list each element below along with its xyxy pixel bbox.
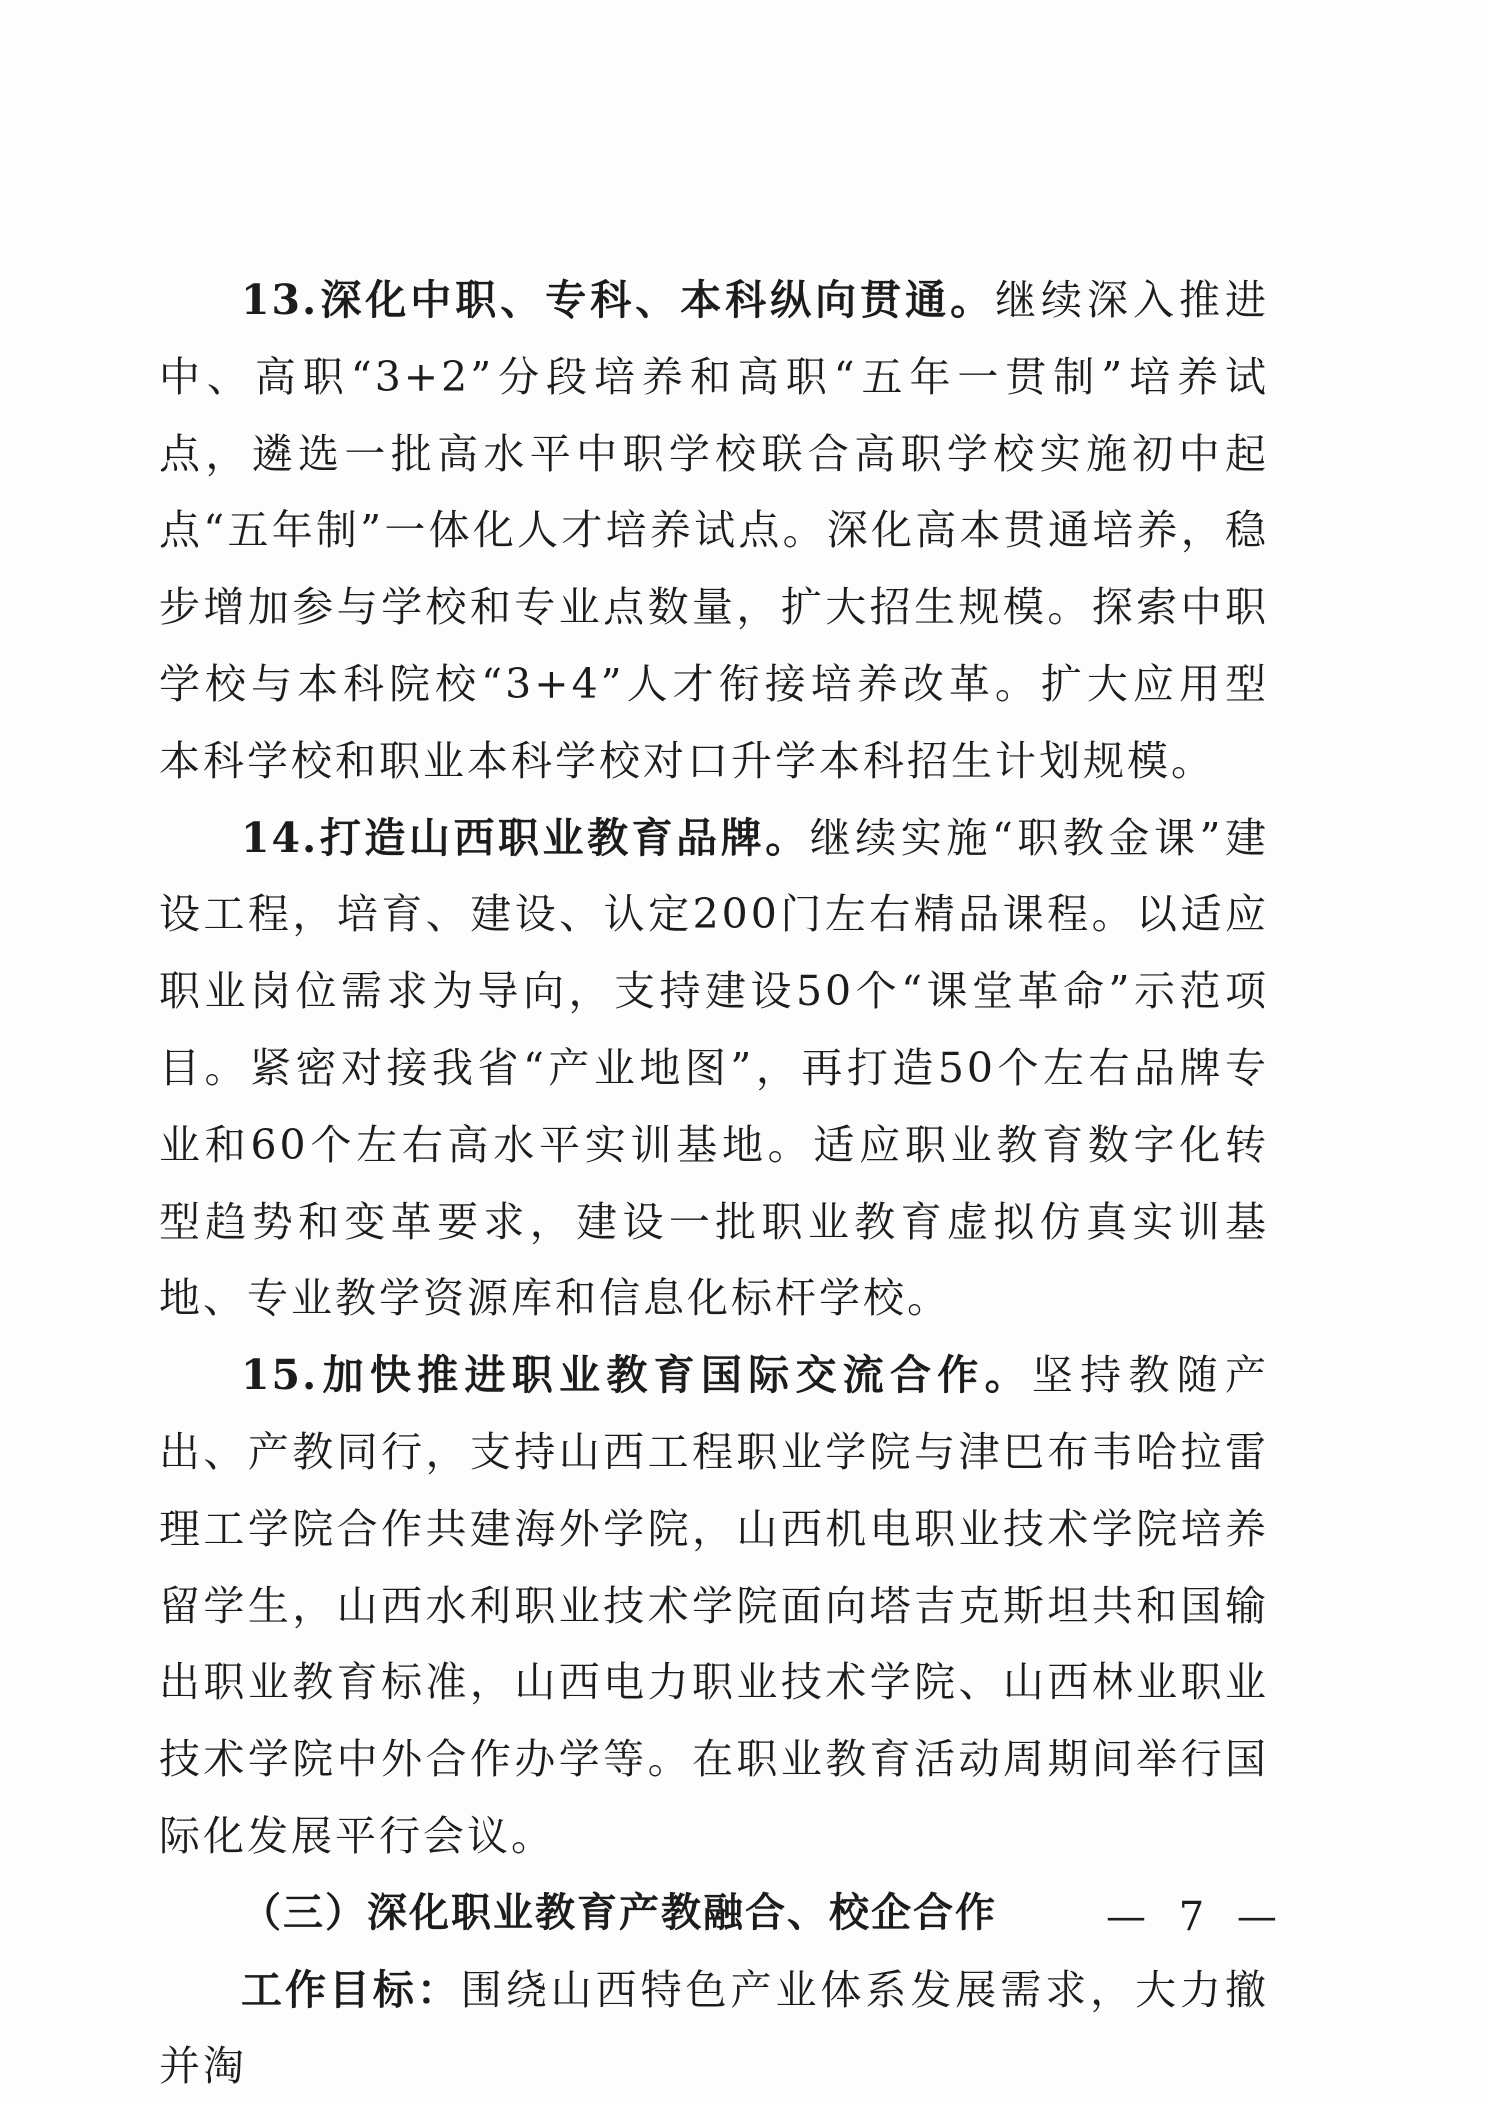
paragraph-15-text: 坚持教随产出、产教同行，支持山西工程职业学院与津巴布韦哈拉雷理工学院合作共建海外学院，山西机电职业技术学院培养留学生，山西水利职业技术学院面向塔吉克斯坦共和国输出职业教育标准，山西电力职业技术学院、山西林业职业技术学院中外合作办学等。在职业教育活动周期间举行国际化发展平行会议。 — [159, 1351, 1270, 1860]
paragraph-13 — [159, 262, 1269, 800]
paragraph-14-heading: 14.打造山西职业教育品牌。 — [241, 813, 810, 862]
paragraph-15-heading: 15.加快推进职业教育国际交流合作。 — [241, 1351, 1032, 1400]
paragraph-14-text: 继续实施“职教金课”建设工程，培育、建设、认定200门左右精品课程。以适应职业岗位需求为导向，支持建设50个“课堂革命”示范项目。紧密对接我省“产业地图”，再打造50个左右品牌专业和60个左右高水平实训基地。适应职业教育数字化转型趋势和变革要求，建设一批职业教育虚拟仿真实训基地、专业教学资源库和信息化标杆学校。 — [159, 813, 1269, 1323]
paragraph-13-text: 继续深入推进中、高职“3+2”分段培养和高职“五年一贯制”培养试点，遴选一批高水平中职学校联合高职学校实施初中起点“五年制”一体化人才培养试点。深化高本贯通培养，稳步增加参与学校和专业点数量，扩大招生规模。探索中职学校与本科院校“3+4”人才衔接培养改革。扩大应用型本科学校和职业本科学校对口升学本科招生计划规模。 — [159, 276, 1269, 785]
section-heading: （三）深化职业教育产教融合、校企合作 — [241, 1888, 997, 1936]
paragraph-13-heading: 13.深化中职、专科、本科纵向贯通。 — [241, 276, 996, 324]
page-number: — 7 — — [1106, 1894, 1287, 1940]
paragraph-15 — [159, 1337, 1269, 1875]
paragraph-14 — [159, 800, 1269, 1338]
work-goal-text: 围绕山西特色产业体系发展需求，大力撤并淘 — [159, 1965, 1270, 2091]
work-goal-label: 工作目标： — [241, 1965, 461, 2014]
document-body — [159, 262, 1269, 2105]
work-goal-paragraph — [159, 1952, 1269, 2105]
